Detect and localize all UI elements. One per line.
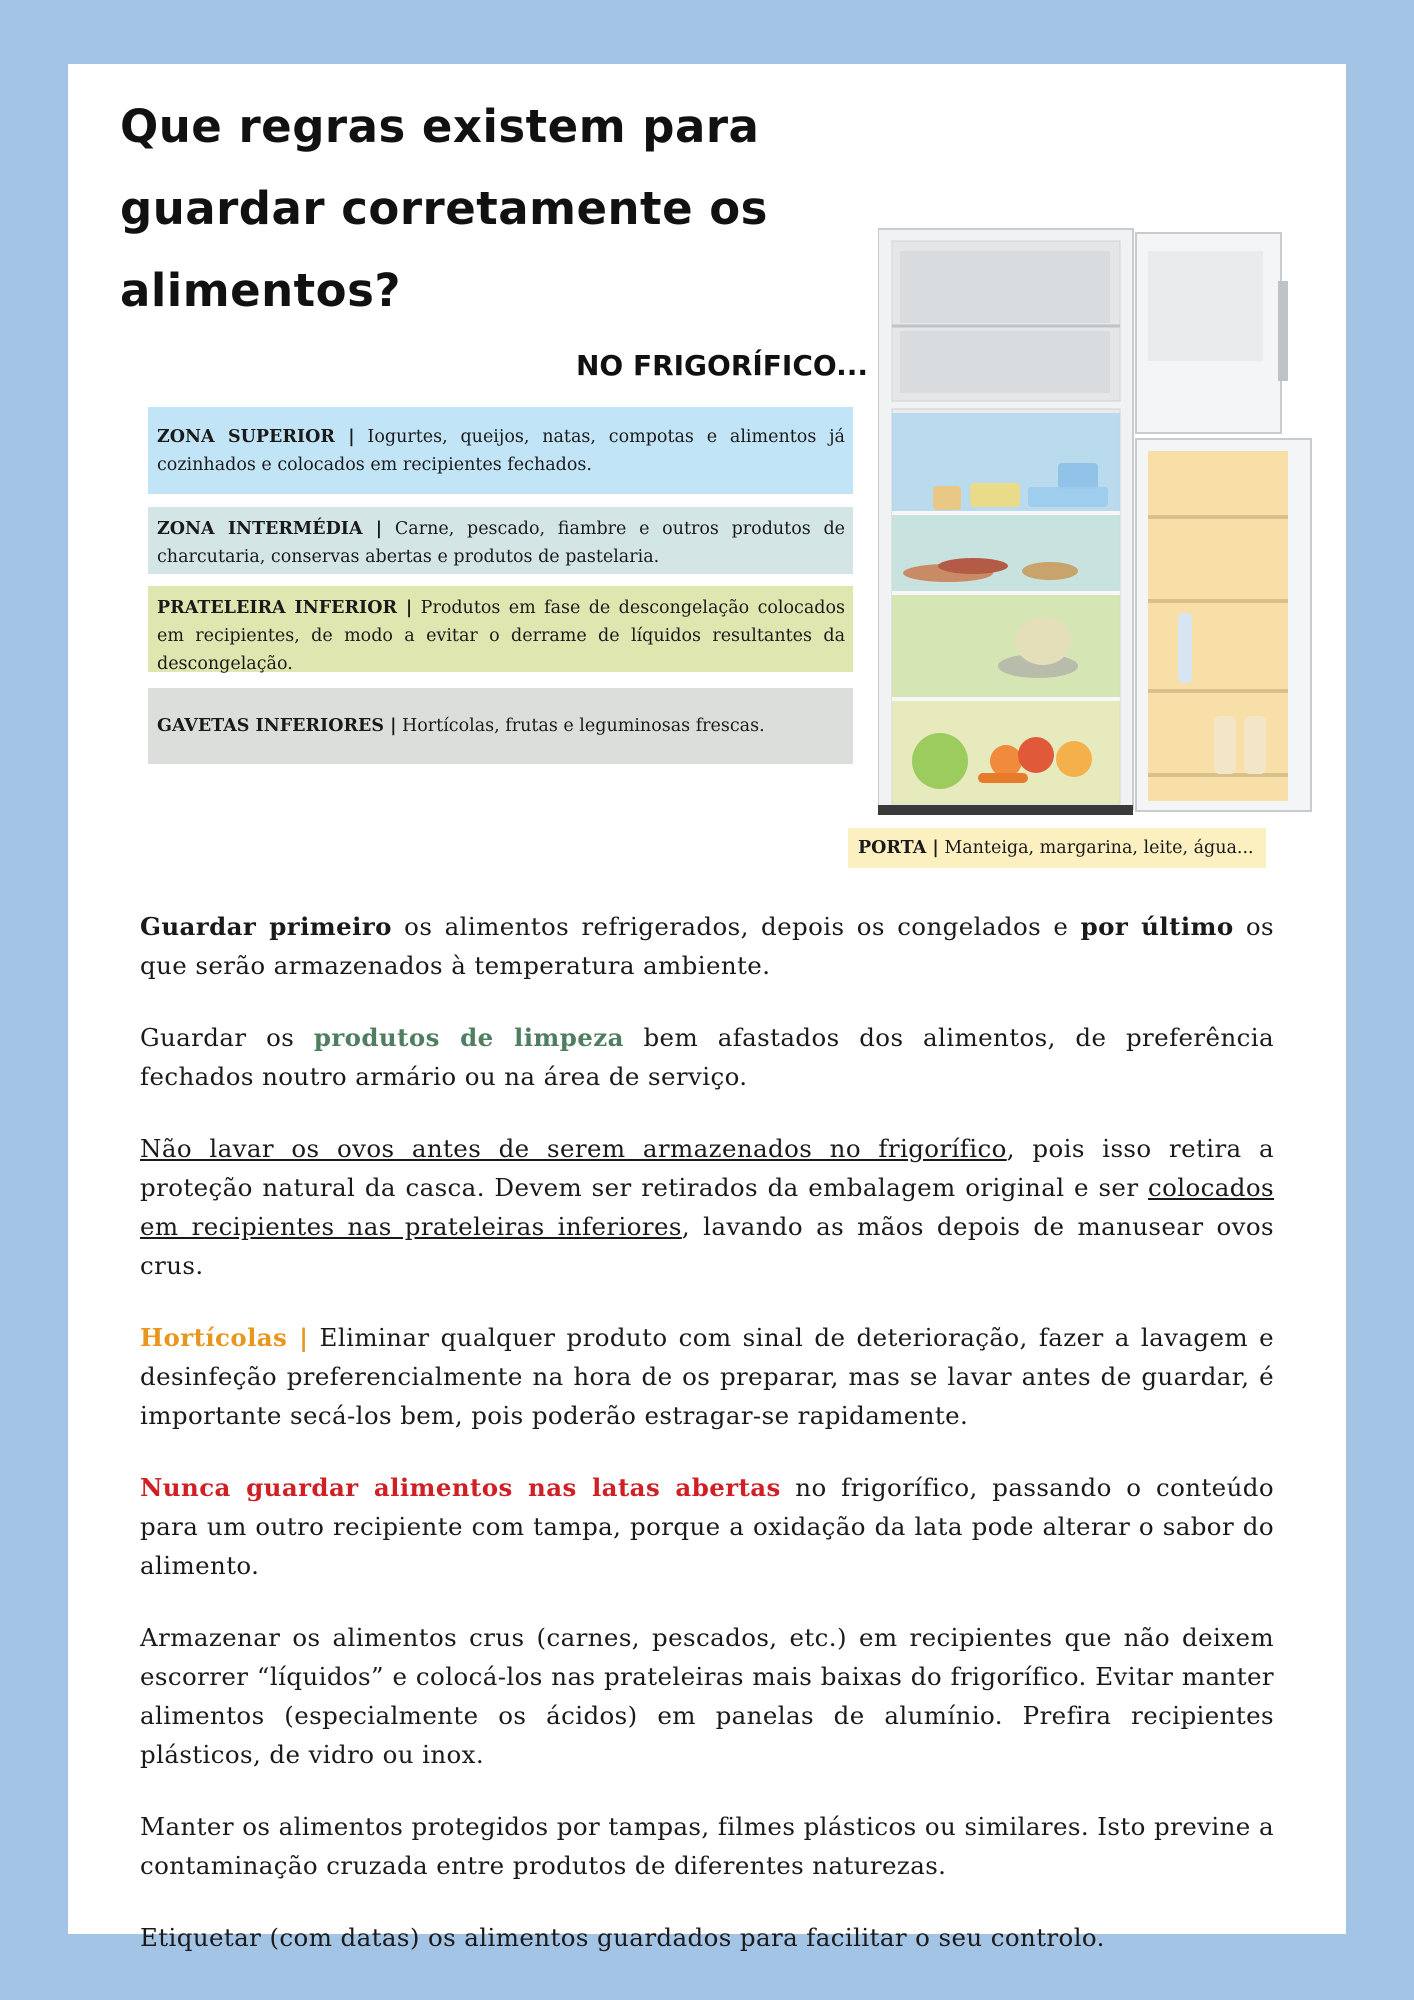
paragraph-8: Etiquetar (com datas) os alimentos guardados para facilitar o seu controlo. (140, 1923, 1105, 1952)
underlined-text: Não lavar os ovos antes de serem armazenados no frigorífico (140, 1134, 1007, 1163)
zone-superior (148, 407, 853, 494)
text: os alimentos refrigerados, depois os congelados e (391, 912, 1081, 941)
prateleira-inferior-text: Produtos em fase de descongelação colocados em recipientes, de modo a evitar o derrame de líquidos resultantes da descongelação. (157, 598, 845, 674)
paragraph-2 (140, 1018, 1274, 1096)
text: Eliminar qualquer produto com sinal de deterioração, fazer a lavagem e desinfeção preferencialmente na hora de os preparar, mas se lavar antes de guardar, é importante secá-los bem, pois poderão estragar-se rapidamente. (140, 1323, 1275, 1430)
zone-gavetas-inferiores (148, 688, 853, 764)
emphasis: Guardar primeiro (140, 912, 392, 941)
text: no frigorífico, passando o conteúdo para um outro recipiente com tampa, porque a oxidação da lata pode alterar o sabor do alimento. (140, 1473, 1274, 1580)
zone-intermedia (148, 507, 853, 574)
text: , pois isso retira a proteção natural da casca. Devem ser retirados da embalagem original e ser (140, 1134, 1274, 1202)
emphasis: por último (1080, 912, 1234, 941)
fridge-heading: NO FRIGORÍFICO... (575, 349, 868, 382)
underlined-text: colocados em recipientes nas prateleiras inferiores (140, 1173, 1274, 1241)
paragraph-5 (140, 1468, 1274, 1585)
zone-intermedia-label: ZONA INTERMÉDIA | (157, 519, 383, 539)
prateleira-inferior-label: PRATELEIRA INFERIOR | (157, 598, 413, 618)
rules-text (140, 907, 1274, 1990)
highlight-horticolas: Hortícolas | (140, 1323, 309, 1352)
text: os que serão armazenados à temperatura ambiente. (140, 912, 1275, 980)
page-title: Que regras existem para guardar corretamente os alimentos? (120, 100, 768, 317)
document-page (68, 64, 1346, 1952)
highlight-warning: Nunca guardar alimentos nas latas abertas (140, 1473, 781, 1502)
door-label (848, 828, 1266, 868)
zone-intermedia-text: Carne, pescado, fiambre e outros produtos de charcutaria, conservas abertas e produtos de pastelaria. (157, 519, 846, 567)
gavetas-inferiores-label: GAVETAS INFERIORES | (157, 716, 397, 736)
text: , lavando as mãos depois de manusear ovos crus. (140, 1212, 1274, 1280)
paragraph-4 (140, 1318, 1274, 1435)
text: Guardar os (140, 1023, 314, 1052)
zone-superior-label: ZONA SUPERIOR | (157, 427, 355, 447)
paragraph-6: Armazenar os alimentos crus (carnes, pescados, etc.) em recipientes que não deixem escorrer “líquidos” e colocá-los nas prateleiras mais baixas do frigorífico. Evitar manter alimentos (especialmente os ácidos) em panelas de alumínio. Prefira recipientes plásticos, de vidro ou inox. (140, 1623, 1274, 1769)
door-label-text: Manteiga, margarina, leite, água... (938, 838, 1254, 858)
paragraph-1 (140, 907, 1274, 985)
text: bem afastados dos alimentos, de preferência fechados noutro armário ou na área de serviço. (140, 1023, 1274, 1091)
highlight-cleaning-products: produtos de limpeza (313, 1023, 624, 1052)
paragraph-7: Manter os alimentos protegidos por tampas, filmes plásticos ou similares. Isto previne a contaminação cruzada entre produtos de diferentes naturezas. (140, 1812, 1274, 1880)
gavetas-inferiores-text: Hortícolas, frutas e leguminosas frescas. (396, 716, 765, 736)
door-label-title: PORTA | (858, 838, 939, 858)
zone-superior-text: Iogurtes, queijos, natas, compotas e alimentos já cozinhados e colocados em recipientes fechados. (157, 427, 845, 475)
zone-prateleira-inferior (148, 586, 853, 672)
fridge-illustration (878, 161, 1318, 821)
paragraph-3 (140, 1129, 1274, 1285)
